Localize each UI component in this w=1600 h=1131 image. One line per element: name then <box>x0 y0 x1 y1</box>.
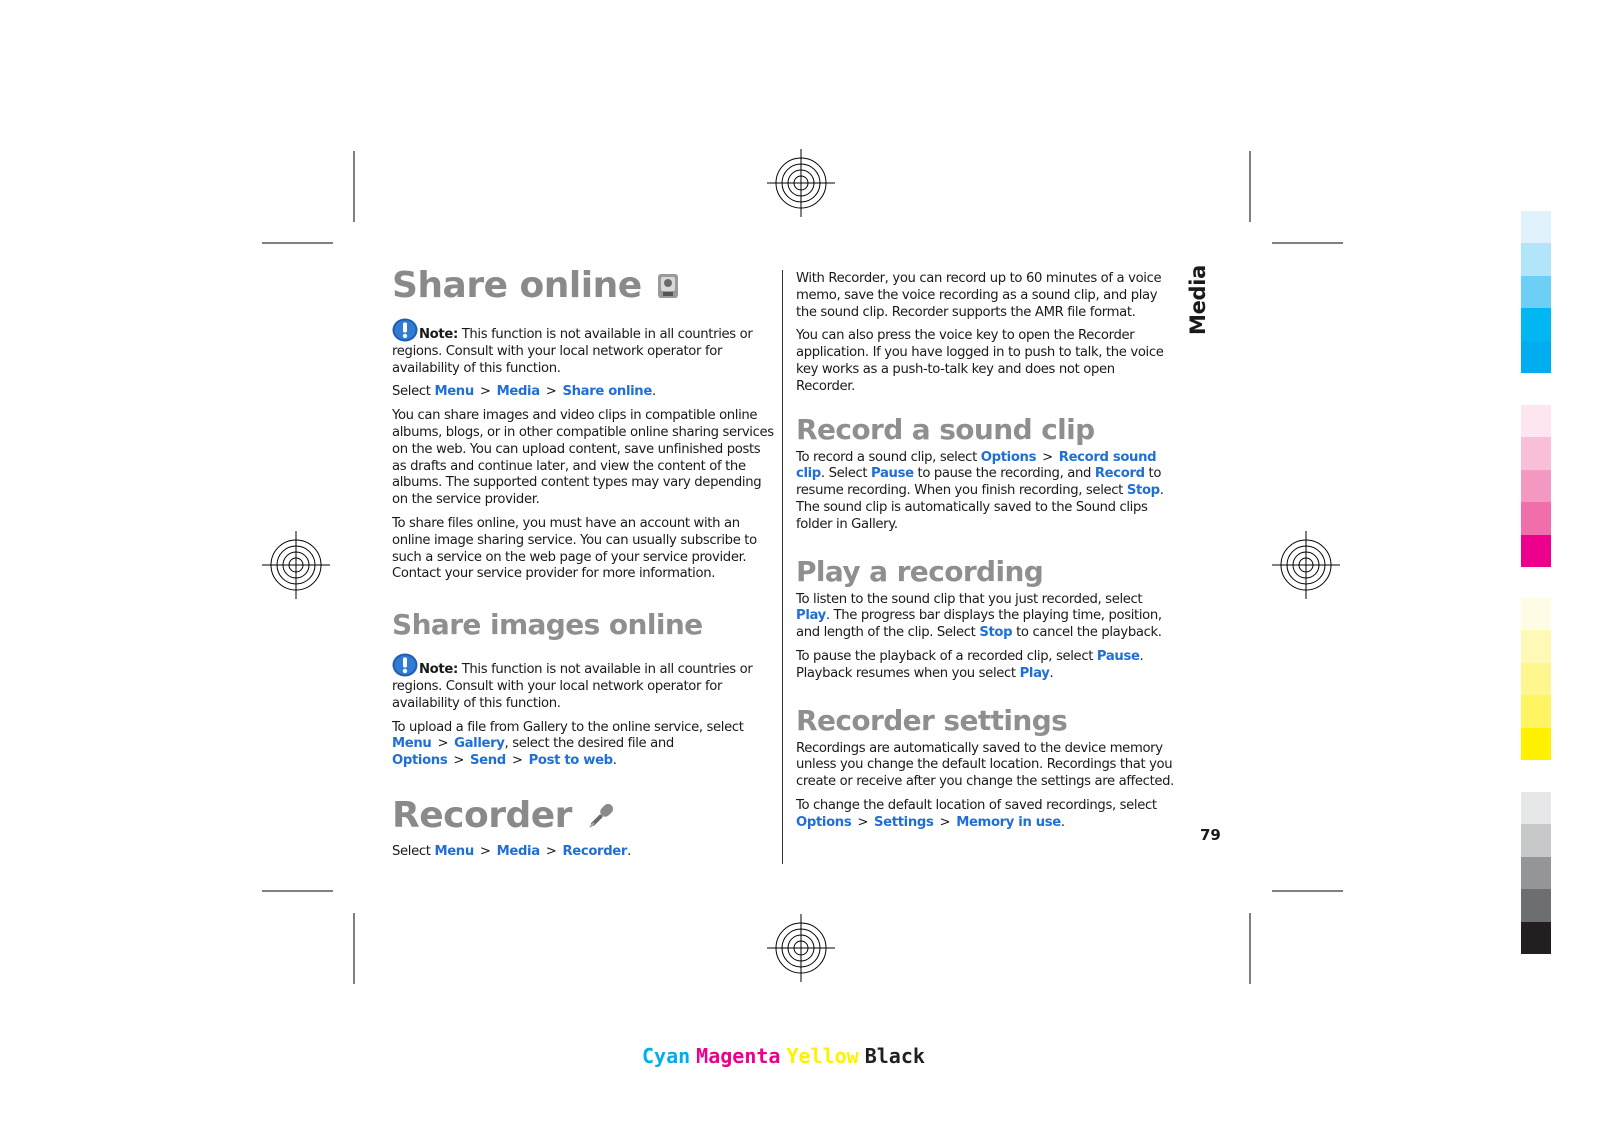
text-segment: . <box>1060 814 1065 830</box>
select-text: Select <box>392 384 435 400</box>
magenta-swatch <box>1521 535 1551 567</box>
text-segment: . The progress bar displays the playing time, position, and length of the clip. Select <box>796 608 1162 641</box>
record-instructions <box>796 450 1176 534</box>
menu-link[interactable]: Menu <box>392 736 432 752</box>
post-to-web-link[interactable]: Post to web <box>528 753 613 769</box>
right-column <box>796 271 1176 839</box>
microphone-icon <box>584 799 618 833</box>
text-segment: . The sound clip is automatically saved to the Sound clips folder in Gallery. <box>796 483 1164 532</box>
play-recording-heading: Play a recording <box>796 554 1044 588</box>
media-link[interactable]: Media <box>496 843 540 859</box>
recorder-select-path: Select Menu > Media > Recorder. <box>392 843 631 859</box>
memory-in-use-link[interactable]: Memory in use <box>956 814 1061 830</box>
recorder-title: Recorder <box>392 794 572 836</box>
yellow-swatch <box>1521 728 1551 760</box>
path-separator: > <box>857 814 869 830</box>
path-separator: > <box>479 843 491 859</box>
gallery-link[interactable]: Gallery <box>454 736 505 752</box>
select-text: Select <box>392 843 435 859</box>
record-sound-clip-link[interactable]: Record sound clip <box>796 449 1157 482</box>
play-link[interactable]: Play <box>796 608 826 624</box>
path-separator: > <box>1042 449 1053 465</box>
stop-link[interactable]: Stop <box>1126 483 1160 499</box>
share-online-icon <box>654 271 682 301</box>
recorder-settings-paragraph: Recordings are automatically saved to the device memory unless you change the default location. Recordings that you create or receive after you change the settings are affected. <box>796 740 1175 790</box>
black-swatch <box>1521 889 1551 921</box>
menu-link[interactable]: Menu <box>434 843 474 859</box>
pause-link[interactable]: Pause <box>871 466 914 482</box>
recorder-intro-paragraph-1: With Recorder, you can record up to 60 minutes of a voice memo, save the voice recording as a sound clip, and play the sound clip. Recorder supports the AMR file format. <box>796 271 1162 320</box>
magenta-swatch <box>1521 405 1551 437</box>
share-online-paragraph-1: You can share images and video clips in compatible online albums, blogs, or in other compatible online sharing services on the web. You can upload content, save unfinished posts as drafts and continue later, and view the content of the albums. The supported content types may vary depending on the service provider. <box>392 408 774 508</box>
magenta-swatch <box>1521 502 1551 534</box>
options-link[interactable]: Options <box>392 753 448 769</box>
path-separator: > <box>437 736 449 752</box>
settings-link[interactable]: Settings <box>874 814 934 830</box>
pause-link[interactable]: Pause <box>1096 648 1140 664</box>
share-images-online-heading: Share images online <box>392 608 703 642</box>
black-swatch <box>1521 792 1551 824</box>
note-exclamation-icon <box>392 653 418 677</box>
path-separator: > <box>511 753 523 769</box>
share-online-select-path: Select Menu > Media > Share online. <box>392 384 656 400</box>
yellow-swatch <box>1521 598 1551 630</box>
share-images-note <box>392 653 774 712</box>
path-separator: > <box>453 753 465 769</box>
registration-target-bottom <box>767 914 835 982</box>
upload-instructions <box>392 720 774 770</box>
registration-target-top <box>767 149 835 217</box>
share-online-title: Share online <box>392 265 642 306</box>
black-label: Black <box>864 1044 925 1068</box>
recorder-settings-heading: Recorder settings <box>796 703 1068 737</box>
page-number: 79 <box>1200 826 1221 844</box>
path-separator: > <box>545 384 557 400</box>
cyan-label: Cyan <box>642 1044 691 1068</box>
send-link[interactable]: Send <box>470 753 506 769</box>
black-swatch <box>1521 922 1551 954</box>
registration-target-left <box>262 531 330 599</box>
note-text: This function is not available in all countries or regions. Consult with your local network operator for availability of this function. <box>392 327 753 376</box>
text-segment: . Select <box>820 466 872 482</box>
cyan-swatch <box>1521 341 1551 373</box>
column-divider <box>782 270 783 864</box>
text-segment: , select the desired file and <box>504 736 674 752</box>
text-segment: to pause the recording, and <box>913 466 1095 482</box>
section-tab-label: Media <box>1186 264 1210 336</box>
text-segment: To change the default location of saved recordings, select <box>796 797 1157 813</box>
magenta-swatch <box>1521 470 1551 502</box>
yellow-swatch <box>1521 630 1551 662</box>
path-separator: > <box>939 814 951 830</box>
play-instructions <box>796 592 1176 642</box>
text-segment: To upload a file from Gallery to the online service, select <box>392 719 744 735</box>
record-link[interactable]: Record <box>1094 466 1145 482</box>
left-column <box>392 266 774 868</box>
text-segment: . <box>612 753 617 769</box>
recorder-heading <box>392 796 774 836</box>
change-location-instructions <box>796 798 1176 832</box>
yellow-swatch <box>1521 663 1551 695</box>
options-link[interactable]: Options <box>980 449 1037 465</box>
black-swatch <box>1521 857 1551 889</box>
share-online-note <box>392 318 774 377</box>
cyan-swatch <box>1521 211 1551 243</box>
menu-link[interactable]: Menu <box>434 384 474 400</box>
note-label: Note: <box>419 662 458 678</box>
text-segment: To pause the playback of a recorded clip, select <box>796 648 1097 664</box>
note-text: This function is not available in all countries or regions. Consult with your local network operator for availability of this function. <box>392 662 753 711</box>
note-label: Note: <box>419 327 458 342</box>
play-link[interactable]: Play <box>1019 665 1050 681</box>
black-swatch <box>1521 824 1551 856</box>
note-exclamation-icon <box>392 318 418 342</box>
yellow-label: Yellow <box>786 1044 859 1068</box>
magenta-label: Magenta <box>696 1044 781 1068</box>
options-link[interactable]: Options <box>796 814 852 830</box>
cyan-swatch <box>1521 243 1551 275</box>
path-separator: > <box>545 843 557 859</box>
text-segment: to cancel the playback. <box>1012 625 1162 641</box>
recorder-link[interactable]: Recorder <box>562 843 628 859</box>
text-segment: . Playback resumes when you select <box>796 648 1144 681</box>
cmyk-labels <box>642 1044 931 1068</box>
registration-target-right <box>1272 531 1340 599</box>
path-separator: > <box>479 384 491 400</box>
share-online-heading <box>392 266 774 306</box>
share-online-paragraph-2: To share files online, you must have an account with an online image sharing service. You can usually subscribe to such a service on the web page of your service provider. Contact your service provider for more information. <box>392 515 757 582</box>
record-sound-clip-heading: Record a sound clip <box>796 412 1095 446</box>
magenta-swatch <box>1521 437 1551 469</box>
text-segment: To listen to the sound clip that you just recorded, select <box>796 591 1143 607</box>
stop-link[interactable]: Stop <box>979 625 1013 641</box>
text-segment: . <box>1049 665 1054 681</box>
cyan-swatch <box>1521 308 1551 340</box>
text-segment: To record a sound clip, select <box>796 449 981 465</box>
cyan-swatch <box>1521 276 1551 308</box>
text-segment: to resume recording. When you finish recording, select <box>796 466 1162 499</box>
pause-playback-instructions <box>796 649 1176 683</box>
yellow-swatch <box>1521 695 1551 727</box>
recorder-intro-paragraph-2: You can also press the voice key to open the Recorder application. If you have logged in to push to talk, the voice key works as a push-to-talk key and does not open Recorder. <box>796 328 1164 394</box>
media-link[interactable]: Media <box>496 384 540 400</box>
share-online-link[interactable]: Share online <box>562 384 652 400</box>
